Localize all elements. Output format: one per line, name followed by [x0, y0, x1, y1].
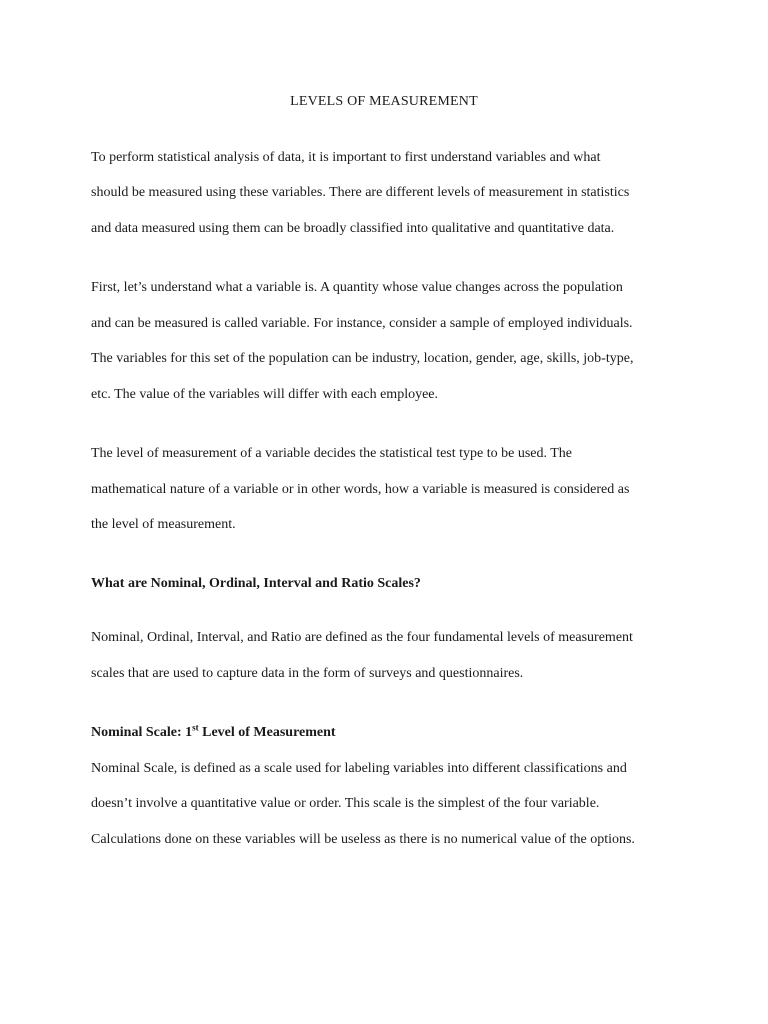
paragraph-line: The level of measurement of a variable decides the statistical test type to be used. The [91, 446, 573, 461]
paragraph-line: Calculations done on these variables will be useless as there is no numerical value of the options. [91, 832, 635, 847]
paragraph-line: Nominal, Ordinal, Interval, and Ratio are defined as the four fundamental levels of measurement [91, 630, 633, 645]
section-heading: What are Nominal, Ordinal, Interval and Ratio Scales? [91, 576, 421, 591]
heading-text: Nominal Scale: 1 [91, 725, 193, 740]
paragraph-line: Nominal Scale, is defined as a scale used for labeling variables into different classifications and [91, 761, 627, 776]
paragraph-line: etc. The value of the variables will differ with each employee. [91, 387, 439, 402]
paragraph-line: scales that are used to capture data in the form of surveys and questionnaires. [91, 666, 524, 681]
paragraph-line: and data measured using them can be broadly classified into qualitative and quantitative data. [91, 221, 615, 236]
heading-superscript: st [192, 722, 199, 733]
section-heading-nominal [91, 724, 336, 742]
paragraph-line: and can be measured is called variable. For instance, consider a sample of employed individuals. [91, 316, 633, 331]
paragraph-line: mathematical nature of a variable or in other words, how a variable is measured is considered as [91, 482, 630, 497]
heading-text: Level of Measurement [198, 725, 336, 740]
document-title: LEVELS OF MEASUREMENT [290, 94, 478, 109]
paragraph-line: First, let’s understand what a variable is. A quantity whose value changes across the population [91, 280, 623, 295]
paragraph-line: To perform statistical analysis of data, it is important to first understand variables and what [91, 150, 601, 165]
paragraph-line: doesn’t involve a quantitative value or order. This scale is the simplest of the four variable. [91, 796, 600, 811]
paragraph-line: the level of measurement. [91, 517, 236, 532]
paragraph-line: The variables for this set of the population can be industry, location, gender, age, skills, job-type, [91, 351, 634, 366]
paragraph-line: should be measured using these variables. There are different levels of measurement in statistics [91, 185, 630, 200]
